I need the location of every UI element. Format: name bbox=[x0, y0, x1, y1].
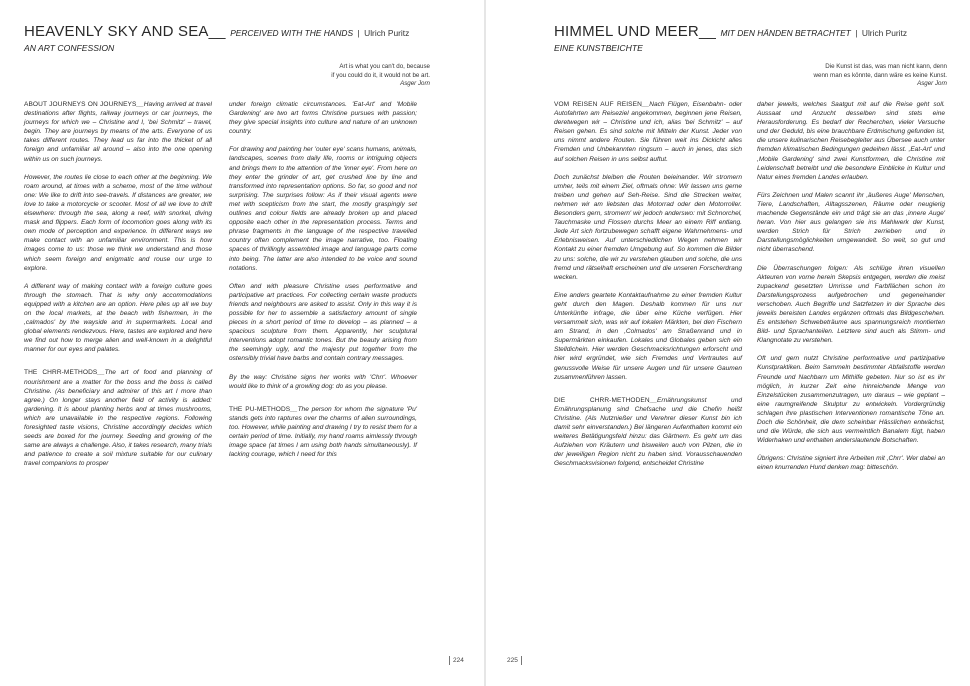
page-number-text: 224 bbox=[453, 657, 464, 665]
section-heading: THE CHRR-METHODS bbox=[24, 369, 98, 377]
section-heading: VOM REISEN AUF REISEN bbox=[554, 101, 642, 108]
paragraph: Eine anders geartete Kontaktaufnahme zu einer fremden Kultur geht durch den Magen. Deshalb kommen für uns nur Unterkünfte infrage, die über eine Küche verfügen. Hier versammelt sich, was wir auf lokalen Märkten, bei den Fischern am Strand, in den ,Colmados' am Straßenrand und in Supermärkten einkaufen. Lokales und Globales geben sich ein Stelldichein. Hier werden Geschmacksrichtungen erforscht und hier wird ergründet, wie sich Fremdes und Vertrautes auf genussvolle Weise für unsere Augen und für unsere Gaumen zusammenführen lassen. bbox=[554, 291, 742, 381]
page-number-text: 225 bbox=[507, 657, 518, 665]
paragraph: However, the routes lie close to each other at the beginning. We roam around, at times with a scheme, most of the time without one: We like to drift into see-travels. If distances are greater, we love to take a motorcycle or scooter. Most of all we love to drift elsewhere: through the sea, along a reef, with snorkel, diving mask and flippers. Each form of locomotion goes along with its own mode of perception and experience. In different ways we make contact with an unfamiliar environment. This is how images come to us: those we think we understand and those which seem foreign and enigmatic and rouse our urge to explore. bbox=[24, 173, 212, 272]
paragraph: daher jeweils, welches Saatgut mit auf die Reise geht soll. Aussaat und Anzucht desselben sind stets eine Herausforderung. Es bedarf der Recherchen, vieler Versuche und der Geduld, bis eine brauchbare Erdmischung gefunden ist, die unsere kulinarischen Reisebegleiter aus Übersee auch unter fremden klimatischen Bedingungen gedeihen lässt. ,Eat-Art' und ,Mobile Gardening' sind zwei Kunstformen, die Christine mit Leidenschaft betreibt und die besondere Einblicke in Kultur und Natur eines fremden Landes erlauben. bbox=[757, 101, 945, 181]
epigraph-source: Asger Jorn bbox=[400, 80, 430, 88]
paragraph: By the way: Christine signs her works with 'Chrr'. Whoever would like to think of a growling dog: do as you please. bbox=[229, 373, 417, 390]
author-name: Ulrich Puritz bbox=[861, 28, 908, 38]
page-title bbox=[554, 24, 907, 40]
paragraph: THE PU-METHODS__The person for whom the signature 'Pu' stands gets into raptures over the charms of alien surroundings, too. However, while painting and drawing I try to resist them for a certain period of time. Initially, my hand roams aimlessly through image space (at times I am using both hands simultaneously). If lacking courage, which I need for this bbox=[229, 405, 418, 459]
section-heading: DIE CHRR-METHODEN bbox=[554, 396, 650, 404]
paragraph: Oft und gern nutzt Christine performative und partizipative Kunstpraktiken. Beim Sammeln bestimmter Abfallstoffe werden Freunde und Nachbarn um Mithilfe gebeten. Nur so ist es ihr möglich, in kurzer Zeit eine hinreichende Menge von Einzelstücken zusammenzutragen, um daraus – wie geplant – eine raumgreifende Skulptur zu entwickeln. Vordergründig schlagen ihre plastischen Interventionen romantische Töne an. Doch die Schönheit, die dem scheinbar Hässlichen entwächst, und die Würde, die sich aus vermeintlich Banalem fügt, haben Widerhaken und enthalten anderslautende Botschaften. bbox=[757, 355, 945, 445]
text-column-1 bbox=[554, 100, 742, 477]
paragraph: ABOUT JOURNEYS ON JOURNEYS__Having arrived at travel destinations after flights, railway journeys or car journeys, the journeys for which we – Christine and I, 'bei Schmitz' – travel, begin. They are journeys by means of the arts. Everyone of us takes different routes. They lead us far into the thicket of all foreign and unfamiliar all around – also into the one opening within us on such journeys. bbox=[24, 101, 212, 163]
page-subtitle: EINE KUNSTBEICHTE bbox=[554, 43, 643, 53]
text-column-1 bbox=[24, 100, 212, 477]
author-separator: | bbox=[855, 28, 858, 38]
paragraph: under foreign climatic circumstances. 'Eat-Art' and 'Mobile Gardening' are two art forms Christine pursues with passion; they give special insights into culture and nature of an unknown country. bbox=[229, 101, 417, 136]
paragraph: A different way of making contact with a foreign culture goes through the stomach. That is why only accommodations equipped with a kitchen are an option. Here piles up all we buy on the local markets, at the beach with fishermen, in the ,calmados' by the wayside and in supermarkets. Local and global elements rendezvous. Here, tastes are explored and here we find out how to merge alien and well-known in a delightful manner for our eyes and palates. bbox=[24, 282, 212, 354]
title-sub: PERCEIVED WITH THE HANDS bbox=[230, 28, 354, 38]
paragraph-text: The art of food and planning of nourishment are a matter for the boss and the boss is called Christine. (As beneficiary and admirer of this art I more than agree.) On longer stays another field of activity is added: gardening. It is about planting herbs and at times mushrooms, which are unavailable in the respective regions. Following foresighted taste visions, Christine accordingly decides which seeds are boxed for the journey. Seeding and growing of the same are always a challenge. Also, it takes research, many trials and patience to create a soil mixture suitable for our culinary travel companions to prosper bbox=[24, 369, 212, 468]
paragraph-text: Nach Flügen, Eisenbahn- oder Autofahrten am Reiseziel angekommen, beginnen jene Reisen, deretwegen wir – Christine und ich, alias 'bei Schmitz' – auf Reisen gehen. Es sind solche mit Mitteln der Kunst. Jeder von uns nimmt andere Routen. Sie führen weit ins Dickicht alles Fremden und Unbekannten ringsum – auch in jenes, das sich auf solchen Reisen in uns selbst auftut. bbox=[554, 101, 742, 163]
title-separator: __ bbox=[208, 23, 226, 40]
text-column-2 bbox=[757, 100, 945, 481]
epigraph-line: if you could do it, it would not be art. bbox=[331, 71, 430, 79]
epigraph bbox=[210, 63, 430, 89]
epigraph-line: Art is what you can't do, because bbox=[339, 63, 430, 70]
epigraph bbox=[727, 63, 947, 89]
section-heading: ABOUT JOURNEYS ON JOURNEYS bbox=[24, 101, 137, 108]
text-column-2 bbox=[229, 100, 417, 468]
page-subtitle: AN ART CONFESSION bbox=[24, 43, 115, 53]
epigraph-line: wenn man es könnte, dann wäre es keine Kunst. bbox=[813, 71, 947, 79]
paragraph: Often and with pleasure Christine uses performative and participative art practices. For collecting certain waste products friends and neighbours are asked to assist. Only in this way it is possible for her to assemble a satisfactory amount of single pieces in a short period of time to develop – as planned – a spacious sculpture from them. Apparently, her sculptural interventions adopt romantic tones. But the beauty arising from the seemingly ugly, and the majesty put together from the ostensibly trivial have barbs and contain contrary messages. bbox=[229, 282, 417, 363]
title-main: HIMMEL UND MEER bbox=[554, 23, 699, 40]
title-sub: MIT DEN HÄNDEN BETRACHTET bbox=[720, 28, 851, 38]
page-number bbox=[446, 656, 464, 665]
author-separator: | bbox=[357, 28, 360, 38]
paragraph-text: Ernährungskunst und Ernährungsplanung sind Chefsache und die Chefin heißt Christine. (Als Nutznießer und Verehrer dieser Kunst bin ich damit sehr einverstanden.) Bei längeren Aufenthalten kommt ein weiteres Betätigungsfeld hinzu: das Gärtnern. Es geht um das Aufziehen von Kräutern und bisweilen auch von Pilzen, die in der jeweiligen Region nicht zu haben sind. Vorausschauenden Geschmacksvisionen folgend, entscheidet Christine bbox=[554, 396, 742, 468]
paragraph: For drawing and painting her 'outer eye' scans humans, animals, landscapes, scenes from daily life, rooms or intriguing objects and brings them to the attention of the 'inner eye'. From here on they enter the grinder of art, get crushed line by line and transformed into representation options. So far, so good and not surprising. The surprises follow: As if their visual agents were met with scepticism from the start, the mostly graspingly set outlines and colour fields are already broken up and placed opposite each other in the representation process. Terms and phrase fragments in the language of the respective travelled country often complement the image narrative, too. Floating spaces of thrillingly assembled image and language parts come into being. The latter are also intended to be voice and sound notations. bbox=[229, 146, 417, 272]
paragraph: Doch zunächst bleiben die Routen beieinander. Wir stromern umher, teils mit einem Ziel, oftmals ohne: Wir lassen uns gerne treiben und gehen auf Seh-Reise. Sind die Strecken weiter, nehmen wir am liebsten das Motorrad oder den Motorroller. Besonders gern, stromern' wir jedoch anderswo: mit Schnorchel, Tauchmaske und Flossen durchs Meer an einem Riff entlang. Jede Art sich fortzubewegen schafft eigene Wahrnehmens- und Erlebnisweisen. Auf unterschiedlichen Wegen nehmen wir Kontakt zu einer fremden Umgebung auf. So kommen die Bilder zu uns: solche, die wir zu verstehen glauben und solche, die uns fremd und rätselhaft erscheinen und die unseren Forscherdrang wecken. bbox=[554, 173, 742, 281]
page-number bbox=[507, 656, 525, 665]
paragraph: DIE CHRR-METHODEN__Ernährungskunst und Ernährungsplanung sind Chefsache und die Chefin heißt Christine. (Als Nutznießer und Verehrer dieser Kunst bin ich damit sehr einverstanden.) Bei längeren Aufenthalten kommt ein weiteres Betätigungsfeld hinzu: das Gärtnern. Es geht um das Aufziehen von Kräutern und bisweilen auch von Pilzen, die in der jeweiligen Region nicht zu haben sind. Vorausschauenden Geschmacksvisionen folgend, entscheidet Christine bbox=[554, 396, 742, 468]
title-main: HEAVENLY SKY AND SEA bbox=[24, 23, 209, 40]
paragraph: Fürs Zeichnen und Malen scannt ihr ,äußeres Auge' Menschen, Tiere, Landschaften, Alltagsszenen, Räume oder neugierig machende Gegenstände ein und trägt sie an das ,innere Auge' heran. Von hier aus gelangen sie ins Mahlwerk der Kunst, werden Strich für Strich zerrieben und in Darstellungsmöglichkeiten umgewandelt. So weit, so gut und nicht überraschend. bbox=[757, 191, 945, 254]
paragraph-text: Having arrived at travel destinations after flights, railway journeys or car journeys, the journeys for which we – Christine and I, 'bei Schmitz' – travel, begin. They are journeys by means of the arts. Everyone of us takes different routes. They lead us far into the thicket of all foreign and unfamiliar all around – also into the one opening within us on such journeys. bbox=[24, 101, 212, 163]
section-heading: THE PU-METHODS bbox=[229, 405, 291, 413]
author-name: Ulrich Puritz bbox=[364, 28, 410, 38]
paragraph: Übrigens: Christine signiert ihre Arbeiten mit ,Chrr'. Wer dabei an einen knurrenden Hund denken mag: bitteschön. bbox=[757, 455, 945, 472]
paragraph-text: The person for whom the signature 'Pu' stands gets into raptures over the charms of alien surroundings, too. However, while painting and drawing I try to resist them for a certain period of time. Initially, my hand roams aimlessly through image space (at times I am using both hands simultaneously). If lacking courage, which I need for this bbox=[229, 405, 418, 459]
paragraph: VOM REISEN AUF REISEN__Nach Flügen, Eisenbahn- oder Autofahrten am Reiseziel angekommen, beginnen jene Reisen, deretwegen wir – Christine und ich, alias 'bei Schmitz' – auf Reisen gehen. Es sind solche mit Mitteln der Kunst. Jeder von uns nimmt andere Routen. Sie führen weit ins Dickicht alles Fremden und Unbekannten ringsum – auch in jenes, das sich auf solchen Reisen in uns selbst auftut. bbox=[554, 101, 742, 163]
title-separator: __ bbox=[698, 23, 717, 40]
right-page bbox=[485, 0, 970, 686]
paragraph: Die Überraschungen folgen: Als schlüge ihren visuellen Akteuren von vorne herein Skepsis entgegen, werden die meist zupackend gesetzten Umrisse und Farbflächen schon im Darstellungsprozess aufgebrochen und gegeneinander verschoben. Auch Begriffe und Satzfetzen in der Sprache des jeweils bereisten Landes ergänzen oftmals das Bildgeschehen. Es entstehen Schwebeträume aus spannungsreich montierten Bild- und Sprachanteilen. Letztere sind auch als Stimm- und Klangnotate zu verstehen. bbox=[757, 264, 945, 345]
page-title bbox=[24, 24, 409, 40]
epigraph-source: Asger Jorn bbox=[917, 80, 947, 88]
paragraph: THE CHRR-METHODS__The art of food and planning of nourishment are a matter for the boss and the boss is called Christine. (As beneficiary and admirer of this art I more than agree.) On longer stays another field of activity is added: gardening. It is about planting herbs and at times mushrooms, which are unavailable in the respective regions. Following foresighted taste visions, Christine accordingly decides which seeds are boxed for the journey. Seeding and growing of the same are always a challenge. Also, it takes research, many trials and patience to create a soil mixture suitable for our culinary travel companions to prosper bbox=[24, 369, 212, 468]
epigraph-line: Die Kunst ist das, was man nicht kann, denn bbox=[825, 63, 947, 70]
